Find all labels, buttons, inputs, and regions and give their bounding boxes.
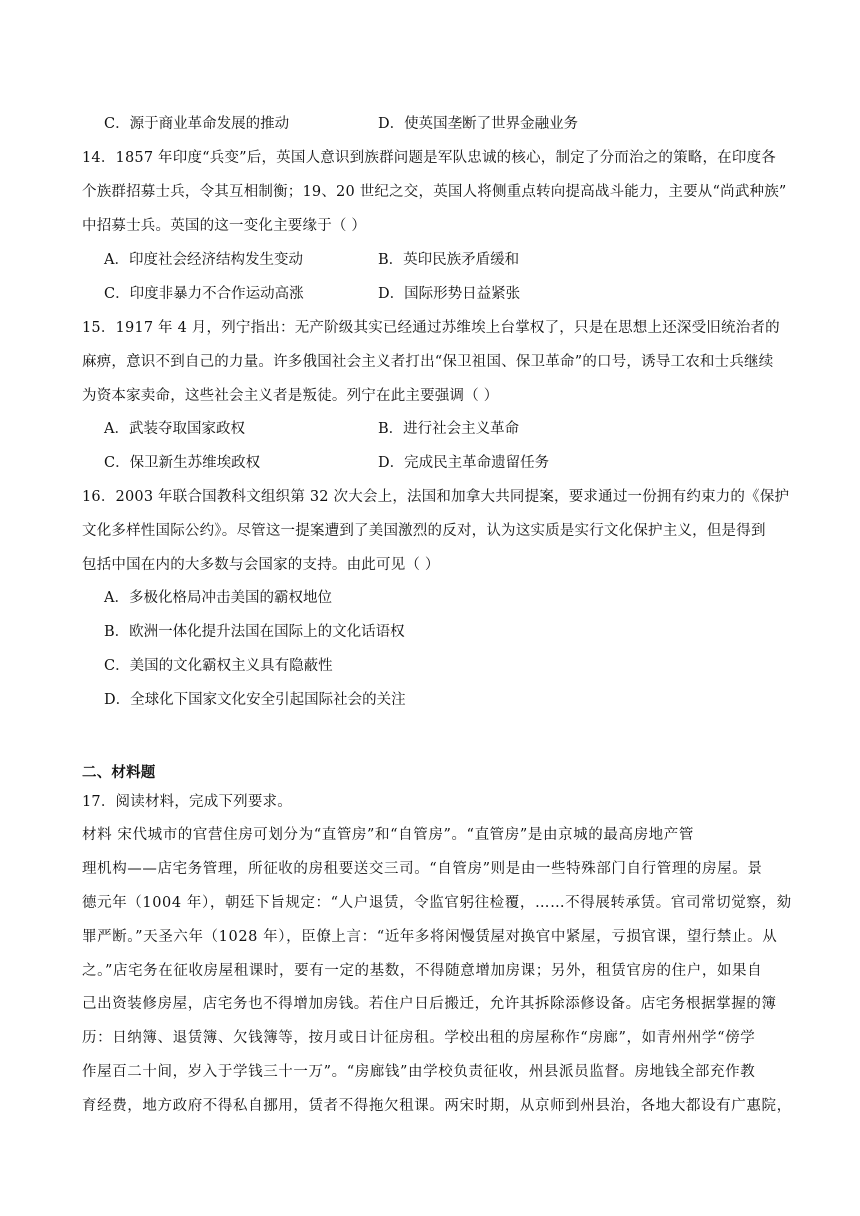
q14-stem-line-1: 14．1857 年印度“兵变”后，英国人意识到族群问题是军队忠诚的核心，制定了分而治之的策略，在印度各 <box>82 150 776 166</box>
q16-stem-line-2: 文化多样性国际公约》。尽管这一提案遭到了美国激烈的反对，认为这实质是实行文化保护主义，但是得到 <box>82 523 766 539</box>
q16-option-b: B．欧洲一体化提升法国在国际上的文化话语权 <box>104 624 405 640</box>
q14-option-c: C．印度非暴力不合作运动高涨 <box>104 286 304 302</box>
q15-stem-line-1: 15．1917 年 4 月，列宁指出：无产阶级其实已经通过苏维埃上台掌权了，只是在思想上还深受旧统治者的 <box>82 320 780 336</box>
material-line-5: 之。”店宅务在征收房屋租课时，要有一定的基数，不得随意增加房课；另外，租赁官房的住户，如果自 <box>82 963 763 979</box>
q17-prompt: 17．阅读材料，完成下列要求。 <box>82 794 292 810</box>
q15-stem-line-3: 为资本家卖命，这些社会主义者是叛徒。列宁在此主要强调（ ） <box>82 388 499 404</box>
material-line-8: 作屋百二十间，岁入于学钱三十一万”。“房廊钱”由学校负责征收，州县派员监督。房地钱全部充作教 <box>82 1064 756 1080</box>
q15-option-a: A．武装夺取国家政权 <box>104 421 245 437</box>
material-line-7: 历：日纳簿、退赁簿、欠钱簿等，按月或日计征房租。学校出租的房屋称作“房廊”，如青州州学“傍学 <box>82 1030 756 1046</box>
section-heading: 二、材料题 <box>82 764 156 781</box>
q16-stem-line-3: 包括中国在内的大多数与会国家的支持。由此可见（ ） <box>82 557 440 573</box>
material-line-2: 理机构——店宅务管理，所征收的房租要送交三司。“自管房”则是由一些特殊部门自行管理的房屋。景 <box>82 861 763 877</box>
q14-option-d: D．国际形势日益紧张 <box>378 286 521 302</box>
q16-option-d: D．全球化下国家文化安全引起国际社会的关注 <box>104 692 406 708</box>
q14-stem-line-2: 个族群招募士兵，令其互相制衡；19、20 世纪之交，英国人将侧重点转向提高战斗能力，主要从“尚武种族” <box>82 184 787 200</box>
q15-option-b: B．进行社会主义革命 <box>378 421 520 437</box>
material-line-1: 材料 宋代城市的官营住房可划分为“直管房”和“自管房”。“直管房”是由京城的最高房地产管 <box>82 827 694 843</box>
material-line-4: 罪严断。”天圣六年（1028 年），臣僚上言：“近年多将闲慢赁屋对换官中紧屋，亏损官课，望行禁止。从 <box>82 929 778 945</box>
material-line-3: 德元年（1004 年），朝廷下旨规定：“人户退赁，令监官躬往检覆，……不得展转承赁。官司常切觉察，劾 <box>82 895 792 911</box>
q15-option-c: C．保卫新生苏维埃政权 <box>104 455 261 471</box>
material-line-9: 育经费，地方政府不得私自挪用，赁者不得拖欠租课。两宋时期，从京师到州县治，各地大都设有广惠院， <box>82 1098 792 1114</box>
q13-option-c: C．源于商业革命发展的推动 <box>104 116 290 132</box>
q16-option-c: C．美国的文化霸权主义具有隐蔽性 <box>104 658 333 674</box>
q14-stem-line-3: 中招募士兵。英国的这一变化主要缘于（ ） <box>82 218 367 234</box>
q14-option-b: B．英印民族矛盾缓和 <box>378 252 520 268</box>
q16-option-a: A．多极化格局冲击美国的霸权地位 <box>104 590 332 606</box>
q14-option-a: A．印度社会经济结构发生变动 <box>104 252 303 268</box>
q15-stem-line-2: 麻痹，意识不到自己的力量。许多俄国社会主义者打出“保卫祖国、保卫革命”的口号，诱导工农和士兵继续 <box>82 354 774 370</box>
material-line-6: 己出资装修房屋，店宅务也不得增加房钱。若住户日后搬迁，允许其拆除添修设备。店宅务根据掌握的簿 <box>82 996 777 1012</box>
q13-option-d: D．使英国垄断了世界金融业务 <box>378 116 579 132</box>
q15-option-d: D．完成民主革命遗留任务 <box>378 455 550 471</box>
q16-stem-line-1: 16．2003 年联合国教科文组织第 32 次大会上，法国和加拿大共同提案，要求通过一份拥有约束力的《保护 <box>82 489 790 505</box>
